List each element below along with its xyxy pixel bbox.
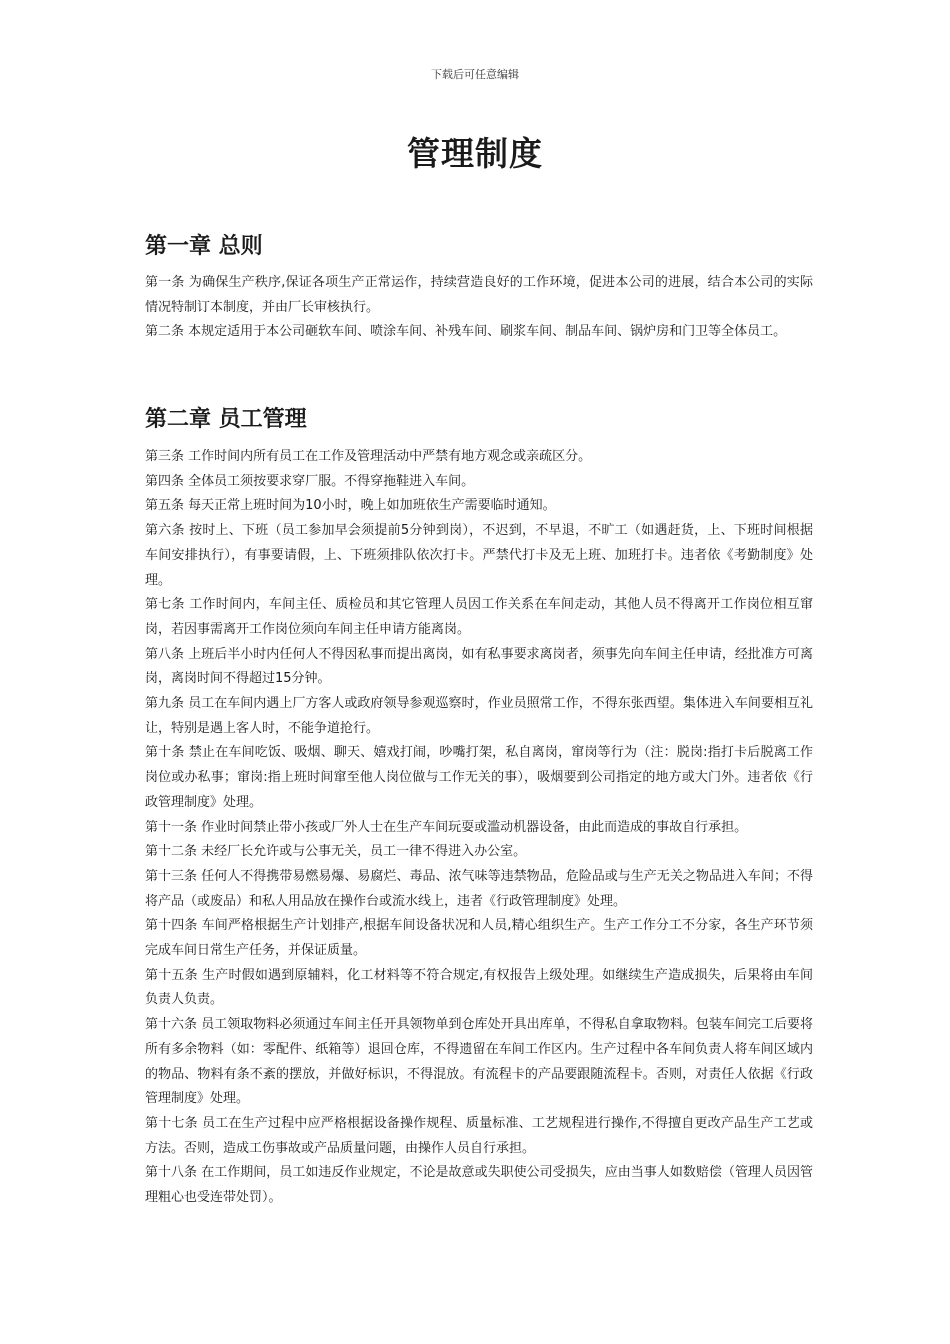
document-title: 管理制度 (407, 134, 543, 173)
article-7: 第七条 工作时间内，车间主任、质检员和其它管理人员因工作关系在车间走动，其他人员不得离开工作岗位相互窜岗，若因事需离开工作岗位须向车间主任申请方能离岗。 (145, 597, 813, 637)
article-4: 第四条 全体员工须按要求穿厂服。不得穿拖鞋进入车间。 (145, 473, 475, 489)
article-10: 第十条 禁止在车间吃饭、吸烟、聊天、嬉戏打闹，吵嘴打架，私自离岗，窜岗等行为（注：脱岗:指打卡后脱离工作岗位或办私事；窜岗:指上班时间窜至他人岗位做与工作无关的事），吸烟要到公司指定的地方或大门外。违者依《行政管理制度》处理。 (145, 745, 813, 810)
article-1: 第一条 为确保生产秩序,保证各项生产正常运作，持续营造良好的工作环境，促进本公司的进展，结合本公司的实际情况特制订本制度，并由厂长审核执行。 (145, 275, 813, 315)
article-16: 第十六条 员工领取物料必须通过车间主任开具领物单到仓库处开具出库单，不得私自拿取物料。包装车间完工后要将所有多余物料（如：零配件、纸箱等）退回仓库，不得遗留在车间工作区内。生产过程中各车间负责人将车间区域内的物品、物料有条不紊的摆放，并做好标识，不得混放。有流程卡的产品要跟随流程卡。否则，对责任人依据《行政管理制度》处理。 (145, 1017, 813, 1107)
article-3: 第三条 工作时间内所有员工在工作及管理活动中严禁有地方观念或亲疏区分。 (145, 449, 592, 464)
article-15: 第十五条 生产时假如遇到原辅料，化工材料等不符合规定,有权报告上级处理。如继续生产造成损失，后果将由车间负责人负责。 (145, 967, 813, 1008)
article-11: 第十一条 作业时间禁止带小孩或厂外人士在生产车间玩耍或滥动机器设备，由此而造成的事故自行承担。 (145, 819, 748, 835)
article-12: 第十二条 未经厂长允许或与公事无关，员工一律不得进入办公室。 (145, 844, 527, 860)
article-14: 第十四条 车间严格根据生产计划排产,根据车间设备状况和人员,精心组织生产。生产工作分工不分家，各生产环节须完成车间日常生产任务，并保证质量。 (145, 918, 813, 959)
article-17: 第十七条 员工在生产过程中应严格根据设备操作规程、质量标准、工艺规程进行操作,不得擅自更改产品生产工艺或方法。否则，造成工伤事故或产品质量问题，由操作人员自行承担。 (145, 1115, 813, 1156)
chapter-heading: 第一章 总则 (145, 234, 263, 259)
header-note: 下载后可任意编辑 (431, 68, 519, 81)
chapter-heading: 第二章 员工管理 (145, 407, 307, 432)
article-5: 第五条 每天正常上班时间为10小时，晚上如加班依生产需要临时通知。 (145, 498, 556, 514)
article-8: 第八条 上班后半小时内任何人不得因私事而提出离岗，如有私事要求离岗者，须事先向车间主任申请，经批准方可离岗，离岗时间不得超过15分钟。 (145, 646, 813, 687)
chapter-2 (145, 405, 813, 1211)
article-6: 第六条 按时上、下班（员工参加早会须提前5分钟到岗），不迟到，不早退，不旷工（如遇赶货，上、下班时间根据车间安排执行），有事要请假，上、下班须排队依次打卡。严禁代打卡及无上班、加班打卡。违者依《考勤制度》处理。 (145, 523, 813, 588)
article-18: 第十八条 在工作期间，员工如违反作业规定，不论是故意或失职使公司受损失，应由当事人如数赔偿（管理人员因管理粗心也受连带处罚）。 (145, 1165, 813, 1206)
article-9: 第九条 员工在车间内遇上厂方客人或政府领导参观巡察时，作业员照常工作，不得东张西望。集体进入车间要相互礼让，特别是遇上客人时，不能争道抢行。 (145, 696, 813, 736)
article-2: 第二条 本规定适用于本公司砸软车间、喷涂车间、补残车间、刷浆车间、制品车间、锅炉房和门卫等全体员工。 (145, 324, 787, 340)
chapter-1 (145, 232, 813, 345)
article-13: 第十三条 任何人不得携带易燃易爆、易腐烂、毒品、浓气味等违禁物品，危险品或与生产无关之物品进入车间；不得将产品（或废品）和私人用品放在操作台或流水线上，违者《行政管理制度》处理。 (145, 868, 813, 909)
